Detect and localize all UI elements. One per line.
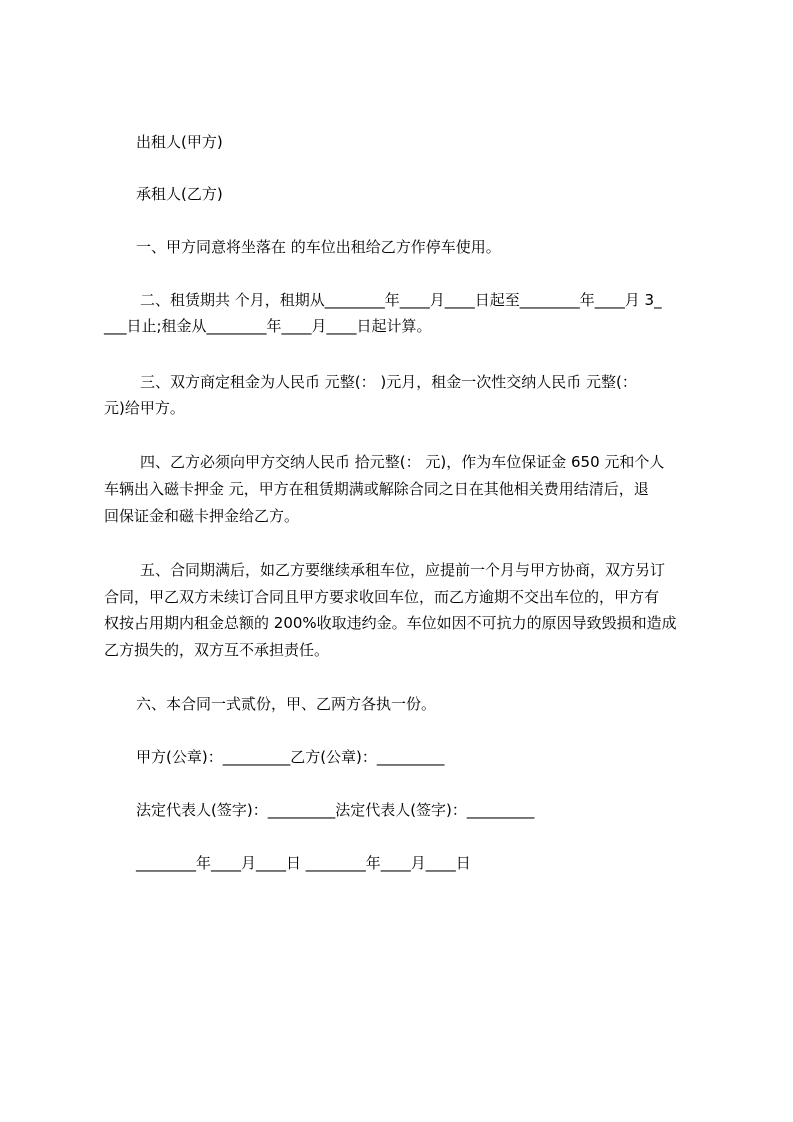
clause-5-line-2: 合同，甲乙双方未续订合同且甲方要求收回车位，而乙方逾期不交出车位的，甲方有: [104, 588, 660, 606]
clause-5-line-1: 五、合同期满后，如乙方要继续承租车位，应提前一个月与甲方协商，双方另订: [140, 561, 666, 579]
clause-4-line-1: 四、乙方必须向甲方交纳人民币 拾元整(： 元)，作为车位保证金 650 元和个人: [140, 453, 665, 471]
clause-3-line-1: 三、双方商定租金为人民币 元整(： )元月，租金一次性交纳人民币 元整(：: [140, 373, 637, 391]
date-line: ________年____月____日 ________年____月____日: [136, 854, 471, 872]
clause-2-line-2: ___日止;租金从________年____月____日起计算。: [104, 317, 432, 335]
lessor-label: 出租人(甲方): [136, 133, 223, 151]
clause-4-line-2: 车辆出入磁卡押金 元，甲方在租赁期满或解除合同之日在其他相关费用结清后，退: [104, 480, 649, 498]
clause-5-line-4: 乙方损失的，双方互不承担责任。: [104, 641, 330, 659]
representative-signature-line: 法定代表人(签字)：_________法定代表人(签字)：_________: [136, 801, 535, 819]
lessee-label: 承租人(乙方): [136, 185, 223, 203]
clause-5-line-3: 权按占用期内租金总额的 200%收取违约金。车位如因不可抗力的原因导致毁损和造成: [104, 614, 677, 632]
clause-3-line-2: 元)给甲方。: [104, 399, 185, 417]
clause-1: 一、甲方同意将坐落在 的车位出租给乙方作停车使用。: [136, 238, 501, 256]
clause-2-line-1: 二、租赁期共 个月，租期从________年____月____日起至________年____月 3_: [140, 291, 662, 309]
seal-line: 甲方(公章)：_________乙方(公章)：_________: [136, 748, 445, 766]
clause-4-line-3: 回保证金和磁卡押金给乙方。: [104, 507, 300, 525]
clause-6: 六、本合同一式贰份，甲、乙两方各执一份。: [136, 695, 437, 713]
